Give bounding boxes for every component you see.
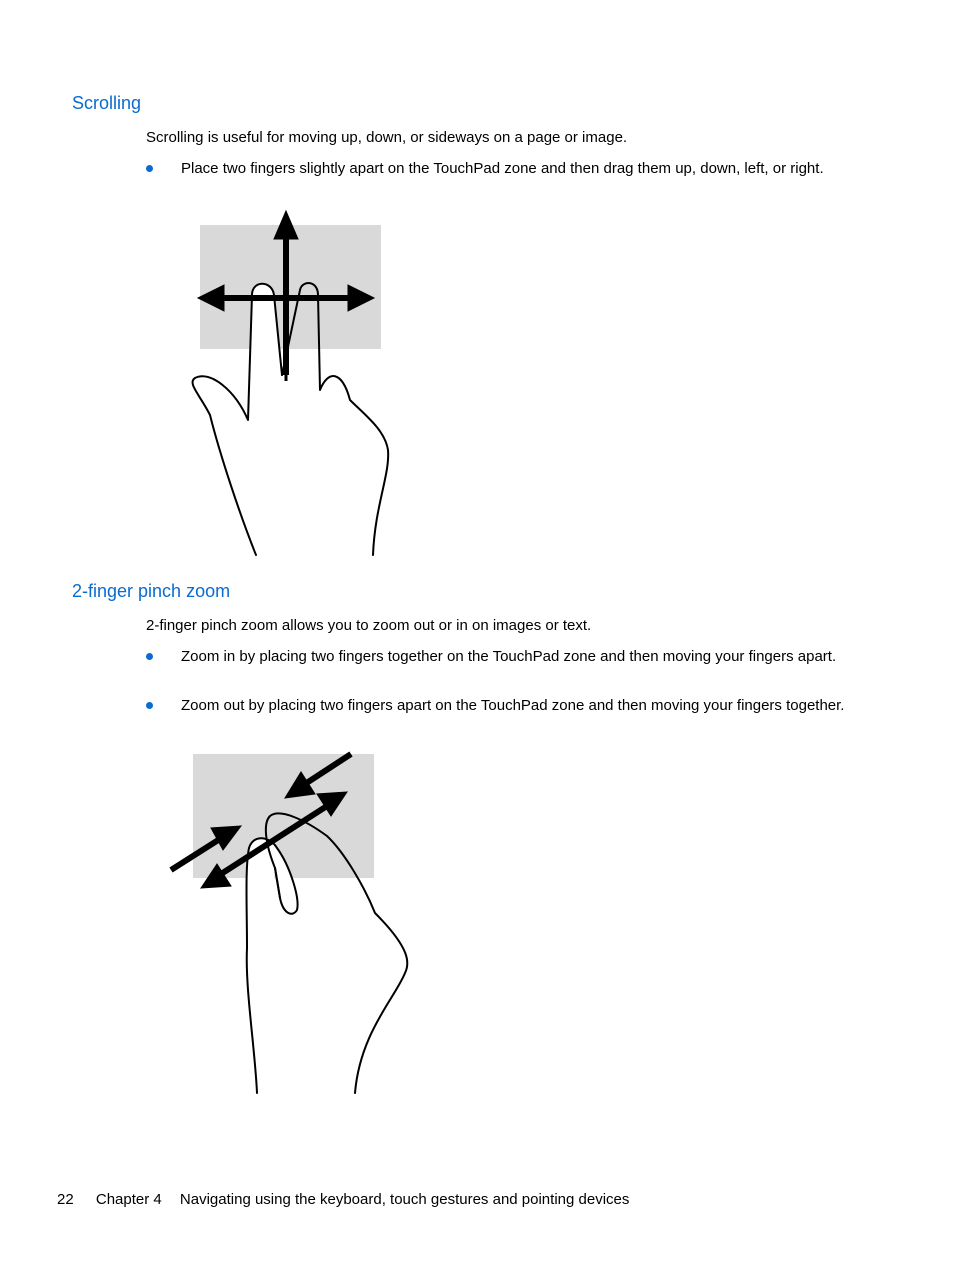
bullet-icon [146,165,153,172]
list-item [146,159,846,178]
page-footer [57,1191,629,1208]
bullet-icon [146,653,153,660]
list-item-text: Place two fingers slightly apart on the TouchPad zone and then drag them up, down, left, or right. [181,160,824,177]
section-heading-scrolling: Scrolling [72,93,142,113]
footer-chapter: Chapter 4 [95,1191,162,1208]
scroll-gesture-illustration [190,205,400,560]
list-item-text: Zoom out by placing two fingers apart on the TouchPad zone and then moving your fingers together. [181,697,845,714]
section-intro-scrolling: Scrolling is useful for moving up, down, or sideways on a page or image. [146,129,628,146]
page-number: 22 [57,1191,74,1208]
section-heading-pinch-zoom: 2-finger pinch zoom [72,581,231,601]
bullet-icon [146,702,153,709]
list-item [146,696,846,715]
footer-chapter-title: Navigating using the keyboard, touch gestures and pointing devices [179,1191,630,1208]
list-item-text: Zoom in by placing two fingers together on the TouchPad zone and then moving your fingers apart. [181,648,837,665]
pinch-zoom-gesture-illustration [165,748,425,1098]
list-item [146,647,846,666]
section-intro-pinch-zoom: 2-finger pinch zoom allows you to zoom out or in on images or text. [146,617,592,634]
